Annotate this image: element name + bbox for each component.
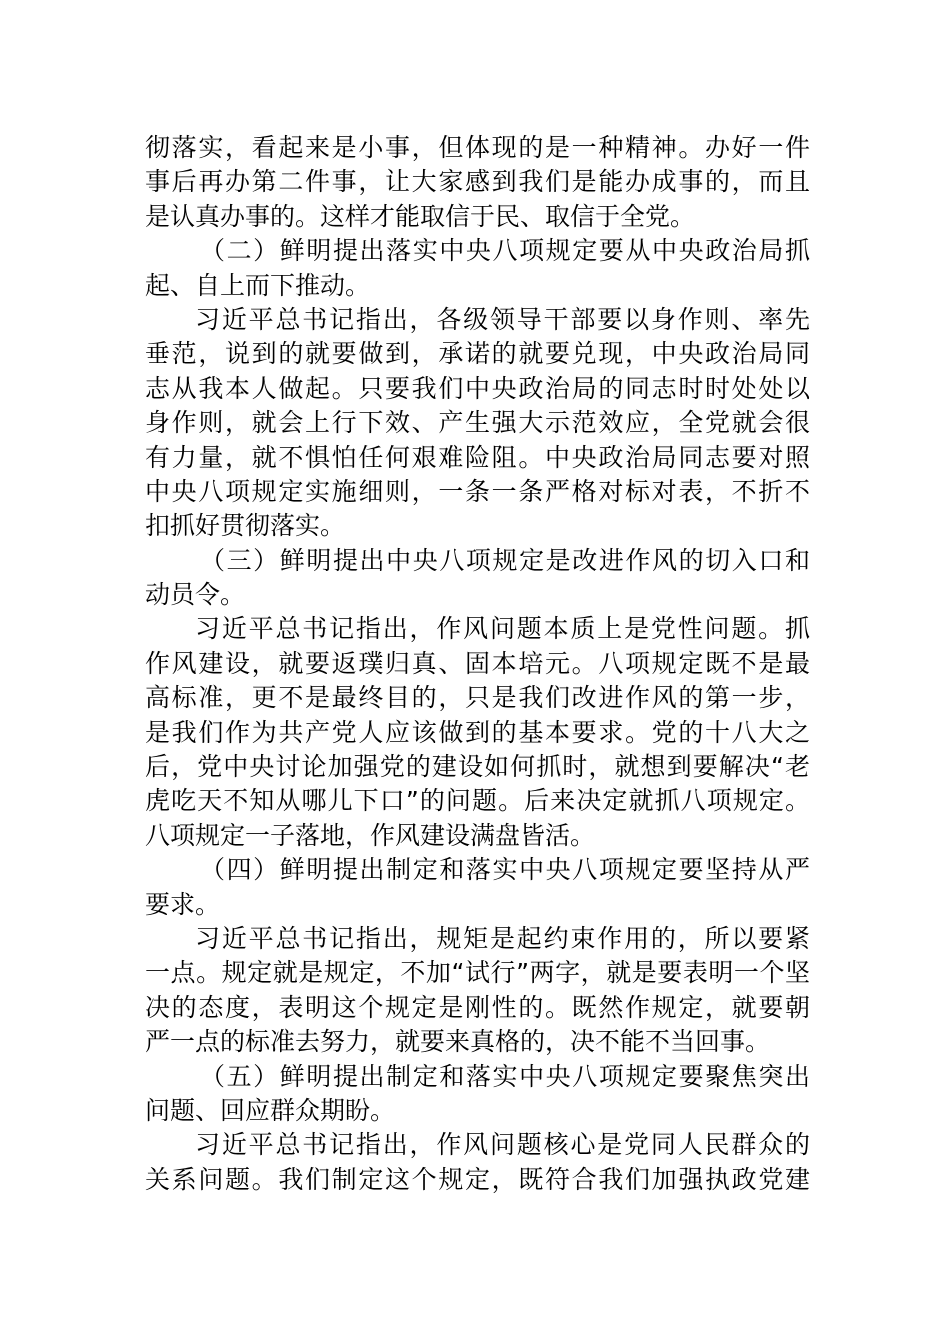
text-line: 垂范，说到的就要做到，承诺的就要兑现，中央政治局同 bbox=[145, 339, 810, 369]
paragraph-first-line: 习近平总书记指出，规矩是起约束作用的，所以要紧 bbox=[195, 923, 810, 953]
text-line: 虎吃天不知从哪儿下口”的问题。后来决定就抓八项规定。 bbox=[145, 786, 810, 816]
section-heading-line: （二）鲜明提出落实中央八项规定要从中央政治局抓 bbox=[200, 236, 810, 266]
paragraph-last-line: 扣抓好贯彻落实。 bbox=[145, 511, 346, 541]
text-line: 后，党中央讨论加强党的建设如何抓时，就想到要解决“老 bbox=[145, 752, 810, 782]
text-line: 是我们作为共产党人应该做到的基本要求。党的十八大之 bbox=[145, 717, 810, 747]
text-line: 一点。规定就是规定，不加“试行”两字，就是要表明一个坚 bbox=[145, 958, 810, 988]
section-heading-line: （三）鲜明提出中央八项规定是改进作风的切入口和 bbox=[200, 545, 810, 575]
text-line: 有力量，就不惧怕任何艰难险阻。中央政治局同志要对照 bbox=[145, 442, 810, 472]
section-heading-line: （四）鲜明提出制定和落实中央八项规定要坚持从严 bbox=[200, 855, 810, 885]
paragraph-last-line: 严一点的标准去努力，就要来真格的，决不能不当回事。 bbox=[145, 1027, 771, 1057]
document-body-text bbox=[145, 131, 810, 1197]
text-line: 关系问题。我们制定这个规定，既符合我们加强执政党建 bbox=[145, 1164, 810, 1194]
paragraph-last-line: 动员令。 bbox=[145, 580, 246, 610]
paragraph-last-line: 八项规定一子落地，作风建设满盘皆活。 bbox=[145, 820, 596, 850]
text-line: 事后再办第二件事，让大家感到我们是能办成事的，而且 bbox=[145, 167, 810, 197]
paragraph-last-line: 问题、回应群众期盼。 bbox=[145, 1095, 396, 1125]
paragraph-last-line: 要求。 bbox=[145, 889, 221, 919]
section-heading-line: （五）鲜明提出制定和落实中央八项规定要聚焦突出 bbox=[200, 1061, 810, 1091]
text-line: 决的态度，表明这个规定是刚性的。既然作规定，就要朝 bbox=[145, 992, 810, 1022]
paragraph-first-line: 习近平总书记指出，各级领导干部要以身作则、率先 bbox=[195, 304, 810, 334]
text-line: 高标准，更不是最终目的，只是我们改进作风的第一步， bbox=[145, 683, 810, 713]
paragraph-last-line: 起、自上而下推动。 bbox=[145, 270, 371, 300]
paragraph-first-line: 习近平总书记指出，作风问题核心是党同人民群众的 bbox=[195, 1130, 810, 1160]
paragraph-last-line: 是认真办事的。这样才能取信于民、取信于全党。 bbox=[145, 201, 696, 231]
paragraph-first-line: 习近平总书记指出，作风问题本质上是党性问题。抓 bbox=[195, 614, 810, 644]
text-line: 中央八项规定实施细则，一条一条严格对标对表，不折不 bbox=[145, 476, 810, 506]
text-line: 作风建设，就要返璞归真、固本培元。八项规定既不是最 bbox=[145, 648, 810, 678]
text-line: 志从我本人做起。只要我们中央政治局的同志时时处处以 bbox=[145, 373, 810, 403]
text-line: 彻落实，看起来是小事，但体现的是一种精神。办好一件 bbox=[145, 133, 810, 162]
text-line: 身作则，就会上行下效、产生强大示范效应，全党就会很 bbox=[145, 408, 810, 438]
